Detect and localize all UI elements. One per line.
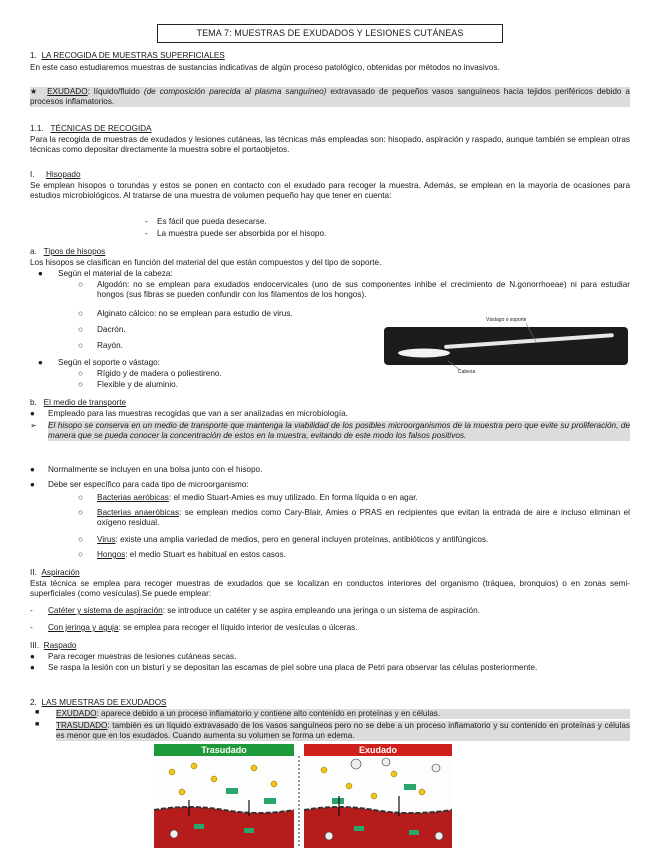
exudado-text: : aparece debido a un proceso inflamatorio y contiene alto contenido en proteínas y en células. [96,709,441,718]
trasudado-text: : también es un líquido extravasado de los vasos sanguíneos pero no se debe a un proceso inflamatorio y su contenido en proteínas y células es menor que en los exudados. Cuando aumenta su volumen se forma un edema. [56,721,630,740]
trasudado-label: Trasudado [201,745,247,755]
section-number: a. [30,247,37,256]
circle-bullet: ○ [78,550,83,559]
medio-b2: Normalmente se incluyen en una bolsa junto con el hisopo. [48,465,263,474]
section-1-1-heading [30,124,630,134]
dash-bullet: - [30,623,33,632]
dacron-item: Dacrón. [97,325,126,334]
section-number: II. [30,568,37,577]
bullet-dot: ● [38,269,43,278]
circle-bullet: ○ [78,309,83,318]
dash-bullet: - [145,217,148,226]
cateter-text: : se introduce un catéter y se aspira empleando una jeringa o un sistema de aspiración. [162,606,480,615]
section-title: LAS MUESTRAS DE EXUDADOS [41,698,167,707]
trasudado-exudado-diagram [154,744,452,848]
section-number: 1. [30,51,37,60]
anaerobicas-text: : se emplean medios como Cary-Blair, Amies o PRAS en recipientes que evitan la entrada de aire e incluso eliminan el oxígeno residual. [97,508,630,527]
dash-bullet: - [30,606,33,615]
star-icon: ★ [30,87,40,96]
jeringa-item [48,623,630,633]
exudado-text-b: extravasado de pequeños vasos sanguíneos hacia tejidos periféricos debido a procesos inflamatorios. [30,87,630,106]
section-title: Tipos de hisopos [43,247,106,256]
section-title: Hisopado [45,170,81,179]
jeringa-text: : se emplea para recoger el líquido interior de vesículas o úlceras. [118,623,358,632]
anaerobicas-term: Bacterias anaeróbicas [97,508,180,517]
page-title: TEMA 7: MUESTRAS DE EXUDADOS Y LESIONES CUTÁNEAS [157,24,503,43]
aerobicas-item [97,493,630,503]
raspado-b2: Se raspa la lesión con un bisturí y se depositan las escamas de piel sobre una placa de Petri para observar las células posteriormente. [48,663,538,672]
aerobicas-term: Bacterias aeróbicas [97,493,169,502]
circle-bullet: ○ [78,535,83,544]
exudado-italic: (de composición parecida al plasma sanguíneo) [143,87,327,96]
raspado-b1: Para recoger muestras de lesiones cutáneas secas. [48,652,237,661]
exudado-label: Exudado [358,745,397,755]
section-title: Raspado [43,641,77,650]
section-title: TÉCNICAS DE RECOGIDA [50,124,152,133]
exudado-term: EXUDADO [47,87,88,96]
circle-bullet: ○ [78,280,83,289]
trasudado-term: TRASUDADO [56,721,108,730]
section-number: III. [30,641,40,650]
section-1-intro: En este caso estudiaremos muestras de sustancias indicativas de algún proceso patológico, obtenidas por métodos no invasivos. [30,63,500,72]
medio-heading [30,398,126,408]
aerobicas-text: : el medio Stuart-Amies es muy utilizado. En forma líquida o en agar. [168,493,418,502]
bullet-dot: ● [38,358,43,367]
cateter-item [48,606,630,616]
raspado-heading [30,641,76,651]
cateter-term: Catéter y sistema de aspiración [48,606,163,615]
section-number: I. [30,170,35,179]
bullet-dot: ● [30,480,35,489]
tipos-heading [30,247,105,257]
section-2-heading [30,698,167,708]
swab-background [384,327,628,365]
soporte-rigido: Rígido y de madera o poliestireno. [97,369,222,378]
algodon-item: Algodón: no se emplean para exudados endocervicales (uno de sus componentes inhibe el crecimiento de N.gonorrhoeae) ni para estudiar hongos (sus fibras se pueden confundir con los filamentos de los hongos). [97,280,630,299]
aspiracion-text: Esta técnica se emplea para recoger muestras de exudados que se localizan en conductos interiores del organismo (tráquea, bronquios) o en zonas semi-superficiales (como vesículas).Se puede emplear: [30,579,630,598]
virus-text: : existe una amplia variedad de medios, pero en general incluyen proteínas, antibióticos y antifúngicos. [115,535,489,544]
hisopado-dash-1: Es fácil que pueda desecarse. [157,217,267,226]
bullet-dot: ● [30,663,35,672]
bullet-dot: ● [30,465,35,474]
anaerobicas-item [97,508,630,528]
square-bullet: ■ [35,709,40,716]
medio-italic: El hisopo se conserva en un medio de transporte que mantenga la viabilidad de los posibles microorganismos de la muestra pero que evite su proliferación, de manera que se pueda conocer la concentración de estos en la muestra, evitando de este modo los falsos positivos. [48,421,630,440]
section-title: LA RECOGIDA DE MUESTRAS SUPERFICIALES [41,51,225,60]
circle-bullet: ○ [78,325,83,334]
soporte-label: Según el soporte o vástago: [58,358,160,367]
hongos-item [97,550,630,560]
soporte-flexible: Flexible y de aluminio. [97,380,179,389]
section-1-1-text: Para la recogida de muestras de exudados y lesiones cutáneas, las técnicas más empleadas son: hisopado, aspiración y raspado, aunque también se emplean otras técnicas como depositar directamente la muestra sobre el portaobjetos. [30,135,630,154]
arrow-bullet: ➢ [30,421,37,430]
dash-bullet: - [145,229,148,238]
s2-exudado [56,709,630,719]
swab-illustration [376,315,636,377]
section-1-heading [30,51,630,61]
circle-bullet: ○ [78,380,83,389]
bullet-dot: ● [30,652,35,661]
circle-bullet: ○ [78,369,83,378]
rayon-item: Rayón. [97,341,123,350]
virus-item [97,535,630,545]
circle-bullet: ○ [78,341,83,350]
jeringa-term: Con jeringa y aguja [48,623,119,632]
aspiracion-heading [30,568,80,578]
section-number: 1.1. [30,124,44,133]
circle-bullet: ○ [78,508,83,517]
swab-label-top: Vástago o soporte [486,317,527,323]
section-number: 2. [30,698,37,707]
exudado-term: EXUDADO [56,709,97,718]
hongos-text: : el medio Stuart es habitual en estos casos. [125,550,286,559]
hongos-term: Hongos [97,550,126,559]
exudado-definition [30,87,630,107]
swab-image [376,315,636,377]
section-title: Aspiración [41,568,80,577]
tipos-intro: Los hisopos se clasifican en función del material del que están compuestos y del tipo de soporte. [30,258,382,267]
square-bullet: ■ [35,721,40,728]
section-title: El medio de transporte [43,398,127,407]
medio-b1: Empleado para las muestras recogidas que van a ser analizadas en microbiología. [48,409,348,418]
medio-b3: Debe ser específico para cada tipo de microorganismo: [48,480,249,489]
section-number: b. [30,398,37,407]
s2-trasudado [56,721,630,741]
swab-label-bottom: Cabeza [458,369,476,375]
hisopado-dash-2: La muestra puede ser absorbida por el hisopo. [157,229,327,238]
exudado-text-a: : líquido/fluido [87,87,144,96]
diagram-illustration [154,744,452,848]
hisopado-text: Se emplean hisopos o torundas y estos se ponen en contacto con el exudado para recoger la muestra. Además, se emplean en la mayoría de ocasiones para estudios microbiológicos. Al tratarse de una muestra de volumen pequeño hay que tener en cuenta: [30,181,630,200]
alginato-item: Alginato cálcico: no se emplean para estudio de virus. [97,309,293,318]
cabeza-label: Según el material de la cabeza: [58,269,173,278]
bullet-dot: ● [30,409,35,418]
virus-term: Virus [97,535,116,544]
hisopado-heading [30,170,630,180]
circle-bullet: ○ [78,493,83,502]
swab-head [398,349,450,358]
